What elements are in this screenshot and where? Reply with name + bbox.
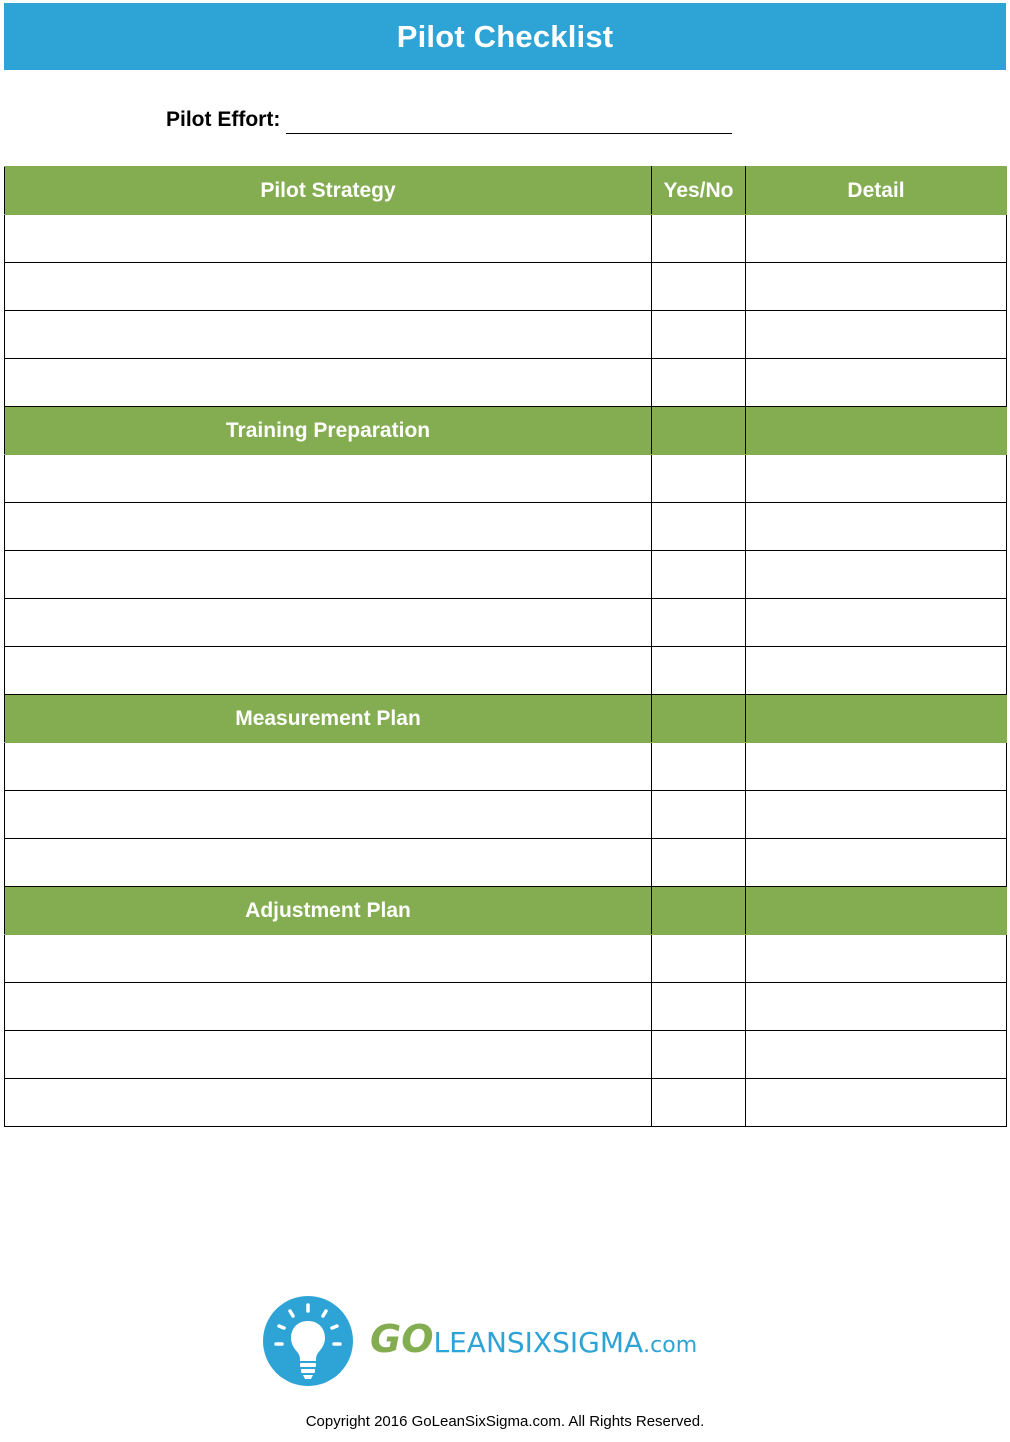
item-cell[interactable] — [5, 455, 652, 503]
column-header-pilot-strategy: Pilot Strategy — [5, 167, 652, 215]
strategy-cell[interactable] — [5, 311, 652, 359]
table-row — [5, 839, 1007, 887]
detail-cell[interactable] — [746, 1079, 1007, 1127]
yes-no-cell[interactable] — [652, 743, 746, 791]
detail-cell[interactable] — [746, 743, 1007, 791]
section-spacer — [652, 695, 746, 743]
lightbulb-icon — [262, 1293, 358, 1389]
item-cell[interactable] — [5, 551, 652, 599]
table-row — [5, 983, 1007, 1031]
pilot-effort-row — [166, 102, 732, 134]
pilot-effort-label: Pilot Effort: — [166, 108, 281, 131]
item-cell[interactable] — [5, 1079, 652, 1127]
detail-cell[interactable] — [746, 599, 1007, 647]
table-row — [5, 935, 1007, 983]
item-cell[interactable] — [5, 599, 652, 647]
strategy-cell[interactable] — [5, 359, 652, 407]
table-row — [5, 599, 1007, 647]
page-title: Pilot Checklist — [4, 3, 1006, 70]
detail-cell[interactable] — [746, 647, 1007, 695]
detail-cell[interactable] — [746, 935, 1007, 983]
table-row — [5, 743, 1007, 791]
detail-cell[interactable] — [746, 983, 1007, 1031]
table-row — [5, 311, 1007, 359]
section-spacer — [746, 407, 1007, 455]
yes-no-cell[interactable] — [652, 599, 746, 647]
item-cell[interactable] — [5, 743, 652, 791]
copyright-text: Copyright 2016 GoLeanSixSigma.com. All Rights Reserved. — [305, 1413, 705, 1430]
item-cell[interactable] — [5, 791, 652, 839]
detail-cell[interactable] — [746, 839, 1007, 887]
table-row — [5, 551, 1007, 599]
logo-wordmark — [370, 1317, 697, 1361]
yes-no-cell[interactable] — [652, 647, 746, 695]
detail-cell[interactable] — [746, 503, 1007, 551]
detail-cell[interactable] — [746, 263, 1007, 311]
table-row — [5, 455, 1007, 503]
section-spacer — [746, 887, 1007, 935]
yes-no-cell[interactable] — [652, 791, 746, 839]
yes-no-cell[interactable] — [652, 839, 746, 887]
yes-no-cell[interactable] — [652, 983, 746, 1031]
yes-no-cell[interactable] — [652, 215, 746, 263]
table-row — [5, 1079, 1007, 1127]
section-header-adjustment-plan — [5, 887, 1007, 935]
section-spacer — [746, 695, 1007, 743]
detail-cell[interactable] — [746, 791, 1007, 839]
section-header-measurement-plan — [5, 695, 1007, 743]
yes-no-cell[interactable] — [652, 935, 746, 983]
detail-cell[interactable] — [746, 311, 1007, 359]
yes-no-cell[interactable] — [652, 503, 746, 551]
yes-no-cell[interactable] — [652, 455, 746, 503]
strategy-cell[interactable] — [5, 263, 652, 311]
detail-cell[interactable] — [746, 215, 1007, 263]
logo-suffix-text: .com — [643, 1333, 698, 1358]
table-row — [5, 263, 1007, 311]
section-label: Adjustment Plan — [5, 887, 652, 935]
section-header-pilot-strategy — [5, 167, 1007, 215]
detail-cell[interactable] — [746, 359, 1007, 407]
yes-no-cell[interactable] — [652, 263, 746, 311]
column-header-yes-no: Yes/No — [652, 167, 746, 215]
yes-no-cell[interactable] — [652, 359, 746, 407]
section-spacer — [652, 407, 746, 455]
detail-cell[interactable] — [746, 551, 1007, 599]
column-header-detail: Detail — [746, 167, 1007, 215]
logo-go-text: GO — [370, 1317, 434, 1361]
item-cell[interactable] — [5, 503, 652, 551]
pilot-effort-field[interactable] — [286, 107, 732, 134]
logo-main-text: LEANSIXSIGMA — [433, 1326, 644, 1359]
checklist-table — [4, 166, 1007, 1127]
item-cell[interactable] — [5, 1031, 652, 1079]
item-cell[interactable] — [5, 839, 652, 887]
yes-no-cell[interactable] — [652, 551, 746, 599]
table-row — [5, 791, 1007, 839]
table-row — [5, 215, 1007, 263]
item-cell[interactable] — [5, 983, 652, 1031]
strategy-cell[interactable] — [5, 215, 652, 263]
table-row — [5, 503, 1007, 551]
yes-no-cell[interactable] — [652, 1079, 746, 1127]
table-row — [5, 647, 1007, 695]
detail-cell[interactable] — [746, 1031, 1007, 1079]
yes-no-cell[interactable] — [652, 311, 746, 359]
section-spacer — [652, 887, 746, 935]
item-cell[interactable] — [5, 647, 652, 695]
item-cell[interactable] — [5, 935, 652, 983]
section-label: Measurement Plan — [5, 695, 652, 743]
yes-no-cell[interactable] — [652, 1031, 746, 1079]
table-row — [5, 1031, 1007, 1079]
section-header-training-preparation — [5, 407, 1007, 455]
section-label: Training Preparation — [5, 407, 652, 455]
detail-cell[interactable] — [746, 455, 1007, 503]
table-row — [5, 359, 1007, 407]
goleansixsigma-logo — [262, 1293, 762, 1389]
